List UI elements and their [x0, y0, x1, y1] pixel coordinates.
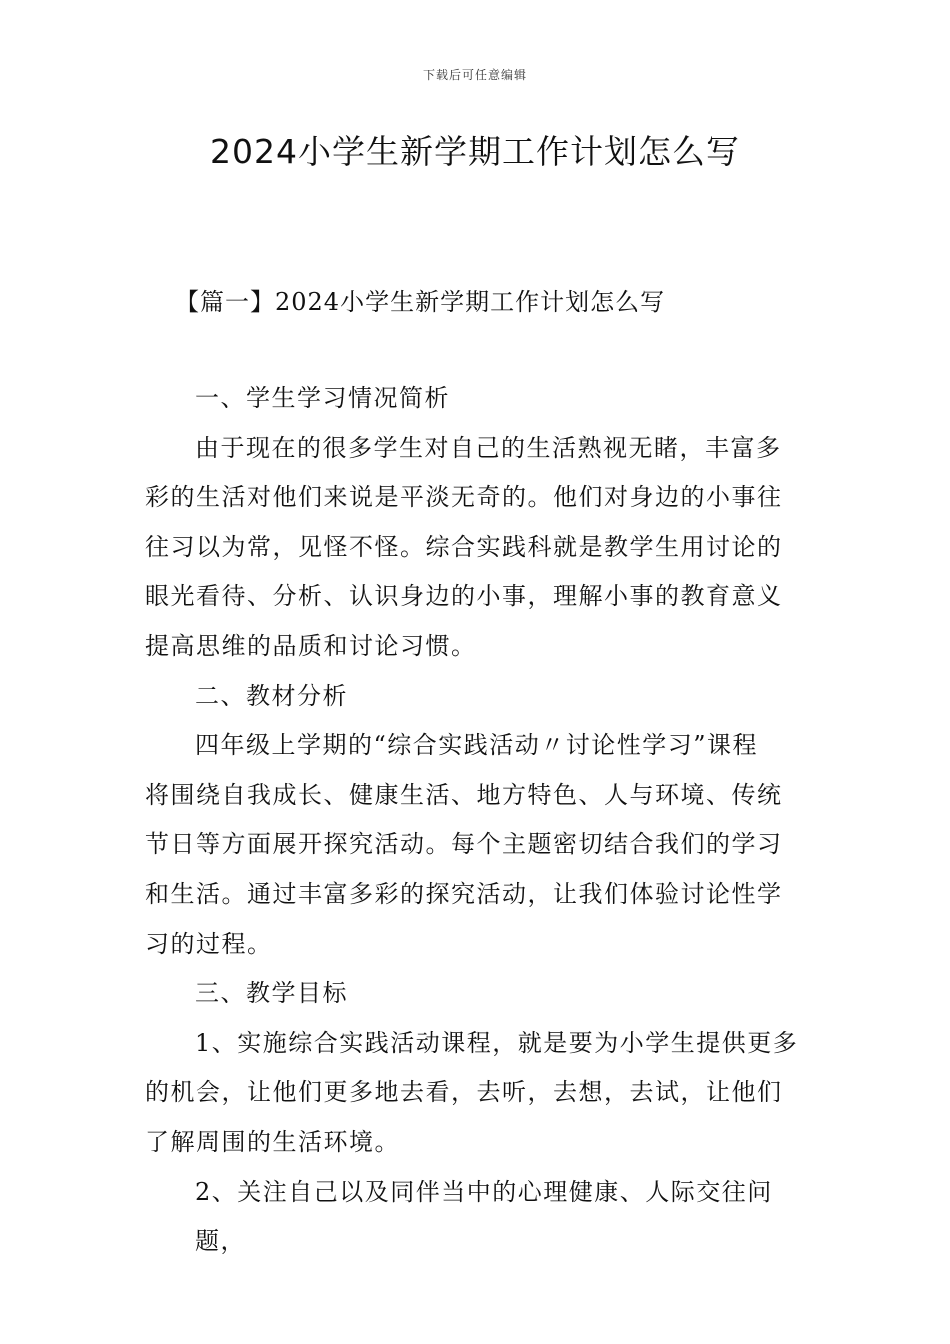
paragraph-line: 1、实施综合实践活动课程，就是要为小学生提供更多	[195, 1028, 799, 1057]
header-note: 下载后可任意编辑	[422, 68, 527, 82]
subheading-textbook-analysis: 二、教材分析	[195, 681, 348, 710]
paragraph-line: 习的过程。	[145, 929, 273, 958]
section-heading: 【篇一】2024小学生新学期工作计划怎么写	[175, 288, 666, 316]
document-title: 2024小学生新学期工作计划怎么写	[210, 132, 740, 171]
paragraph-line: 提高思维的品质和讨论习惯。	[145, 631, 477, 660]
paragraph-line: 的机会，让他们更多地去看，去听，去想，去试，让他们	[145, 1078, 783, 1107]
paragraph-line: 由于现在的很多学生对自己的生活熟视无睹，丰富多	[195, 433, 782, 462]
paragraph-line: 彩的生活对他们来说是平淡无奇的。他们对身边的小事往	[145, 483, 783, 512]
paragraph-line: 节日等方面展开探究活动。每个主题密切结合我们的学习	[145, 830, 783, 859]
subheading-student-situation: 一、学生学习情况简析	[195, 384, 450, 412]
paragraph-line: 四年级上学期的“综合实践活动〃讨论性学习”课程	[195, 731, 759, 760]
paragraph-line: 2、关注自己以及同伴当中的心理健康、人际交往问题，	[195, 1177, 773, 1256]
paragraph-line: 眼光看待、分析、认识身边的小事，理解小事的教育意义	[145, 582, 783, 611]
paragraph-line: 将围绕自我成长、健康生活、地方特色、人与环境、传统	[145, 780, 783, 809]
paragraph-line: 往习以为常，见怪不怪。综合实践科就是教学生用讨论的	[145, 532, 783, 561]
document-body	[145, 374, 811, 1267]
paragraph-line: 了解周围的生活环境。	[145, 1127, 400, 1156]
paragraph-line: 和生活。通过丰富多彩的探究活动，让我们体验讨论性学	[145, 879, 783, 908]
subheading-teaching-goals: 三、教学目标	[195, 979, 348, 1008]
